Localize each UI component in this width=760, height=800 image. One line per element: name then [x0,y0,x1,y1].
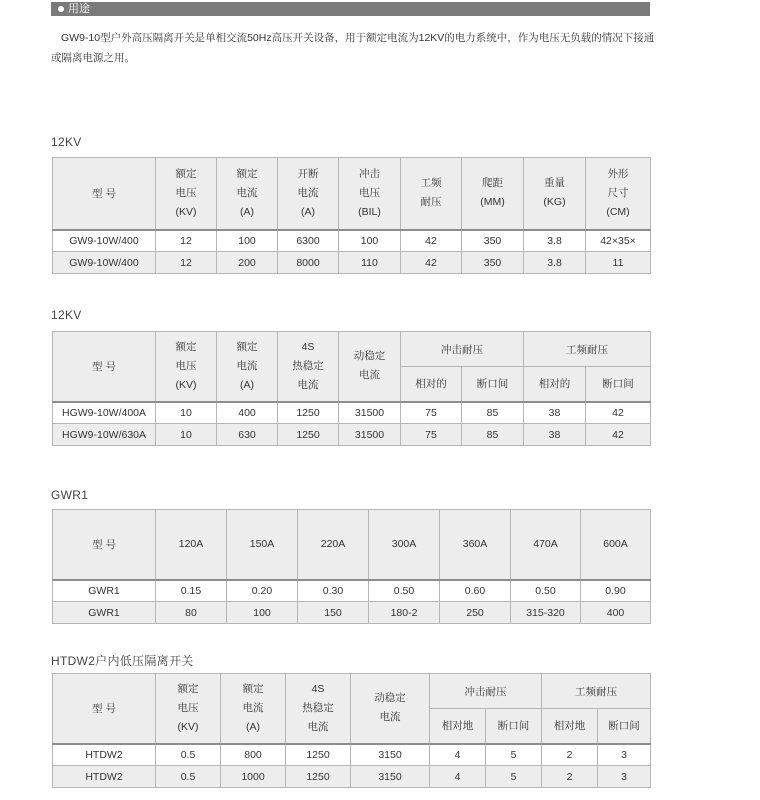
table4-cell: 3150 [351,744,430,766]
table2-subheader: 断口间 [586,367,651,402]
table1-header-voltage: 额定 电压 (KV) [156,158,217,230]
table4-title: HTDW2户内低压隔离开关 [51,654,194,668]
table2-subheader: 相对的 [524,367,586,402]
table1-header-breaking: 开断 电流 (A) [278,158,339,230]
table4-cell: HTDW2 [53,744,156,766]
table3-header: 220A [298,510,369,580]
table1-cell: 110 [339,252,401,274]
table1-cell: 3.8 [524,252,586,274]
table2-cell: 10 [156,402,217,424]
table2-title: 12KV [51,308,82,322]
table-row [53,230,651,252]
table3-cell: 400 [581,602,651,624]
table2-cell: 75 [401,424,462,446]
table2-cell: 630 [217,424,278,446]
table3-header-row [53,510,651,580]
table1-cell: GW9-10W/400 [53,252,156,274]
table3-cell: 180-2 [369,602,440,624]
table4-cell: 4 [430,744,486,766]
table4-cell: 1000 [221,766,286,788]
spec-table-gwr1 [52,509,651,624]
table4-cell: HTDW2 [53,766,156,788]
table3-header: 360A [440,510,511,580]
table1-header-row [53,158,651,230]
table3-header-model: 型 号 [53,510,156,580]
table2-header-power-freq: 工频耐压 [524,332,651,367]
spec-table-gw9 [52,157,651,274]
table1-header-weight: 重量 (KG) [524,158,586,230]
table2-cell: 400 [217,402,278,424]
table1-cell: 100 [339,230,401,252]
table2-cell: 10 [156,424,217,446]
table3-cell: 100 [227,602,298,624]
table4-subheader: 断口间 [598,709,651,744]
table2-cell: 42 [586,402,651,424]
table4-header-current: 额定 电流 (A) [221,674,286,744]
table1-cell: 42×35× [586,230,651,252]
table-row [53,744,651,766]
table4-header-dynamic: 动稳定 电流 [351,674,430,744]
table1-cell: 42 [401,252,462,274]
table4-cell: 0.5 [156,744,221,766]
table4-cell: 5 [486,744,542,766]
table4-cell: 0.5 [156,766,221,788]
table1-cell: 350 [462,230,524,252]
table-row [53,602,651,624]
table3-cell: 0.90 [581,580,651,602]
table1-cell: 6300 [278,230,339,252]
table4-cell: 3 [598,744,651,766]
table-row [53,402,651,424]
table1-cell: 100 [217,230,278,252]
table3-cell: 0.50 [369,580,440,602]
table1-cell: 11 [586,252,651,274]
table3-header: 120A [156,510,227,580]
table4-cell: 3 [598,766,651,788]
table1-header-current: 额定 电流 (A) [217,158,278,230]
table2-header-row [53,332,651,367]
table3-cell: GWR1 [53,580,156,602]
table2-header-thermal: 4S 热稳定 电流 [278,332,339,402]
table3-header: 150A [227,510,298,580]
table-row [53,252,651,274]
table3-header: 600A [581,510,651,580]
table4-header-model: 型 号 [53,674,156,744]
table2-cell: 1250 [278,424,339,446]
table4-header-thermal: 4S 热稳定 电流 [286,674,351,744]
table2-cell: 85 [462,402,524,424]
table1-header-power-freq: 工频 耐压 [401,158,462,230]
table4-header-row [53,674,651,709]
table2-header-model: 型 号 [53,332,156,402]
table3-title: GWR1 [51,488,89,502]
table1-header-creepage: 爬距 (MM) [462,158,524,230]
table1-cell: 3.8 [524,230,586,252]
bullet-dot-icon [58,6,64,12]
table2-cell: HGW9-10W/400A [53,402,156,424]
table4-cell: 5 [486,766,542,788]
table3-header: 470A [511,510,581,580]
table3-cell: 0.60 [440,580,511,602]
table4-cell: 2 [542,744,598,766]
table2-cell: 1250 [278,402,339,424]
table4-subheader: 相对地 [542,709,598,744]
section-title: 用途 [68,3,90,15]
table1-cell: 8000 [278,252,339,274]
table1-cell: 350 [462,252,524,274]
table1-title: 12KV [51,135,82,149]
table4-cell: 800 [221,744,286,766]
table1-header-model: 型 号 [53,158,156,230]
table3-cell: 80 [156,602,227,624]
table4-subheader: 断口间 [486,709,542,744]
table3-cell: 0.15 [156,580,227,602]
table2-cell: HGW9-10W/630A [53,424,156,446]
table2-header-impulse: 冲击耐压 [401,332,524,367]
table3-cell: 315-320 [511,602,581,624]
table2-header-dynamic: 动稳定 电流 [339,332,401,402]
table2-subheader: 断口间 [462,367,524,402]
table4-cell: 4 [430,766,486,788]
table1-header-dimensions: 外形 尺寸 (CM) [586,158,651,230]
table3-cell: GWR1 [53,602,156,624]
table4-header-power-freq: 工频耐压 [542,674,651,709]
table1-cell: 12 [156,252,217,274]
table2-cell: 31500 [339,402,401,424]
table1-cell: GW9-10W/400 [53,230,156,252]
table3-cell: 0.20 [227,580,298,602]
table2-cell: 38 [524,402,586,424]
table4-header-voltage: 额定 电压 (KV) [156,674,221,744]
table2-cell: 38 [524,424,586,446]
table-row [53,766,651,788]
table2-cell: 75 [401,402,462,424]
table1-header-impulse: 冲击 电压 (BIL) [339,158,401,230]
table4-subheader: 相对地 [430,709,486,744]
table-row [53,580,651,602]
table3-cell: 150 [298,602,369,624]
table2-cell: 31500 [339,424,401,446]
section-header-bar [51,2,650,16]
table4-cell: 1250 [286,766,351,788]
table3-cell: 0.50 [511,580,581,602]
table4-cell: 1250 [286,744,351,766]
table2-header-voltage: 额定 电压 (KV) [156,332,217,402]
table1-cell: 200 [217,252,278,274]
table1-cell: 12 [156,230,217,252]
table1-cell: 42 [401,230,462,252]
table2-cell: 85 [462,424,524,446]
table3-header: 300A [369,510,440,580]
intro-paragraph: GW9-10型户外高压隔离开关是单相交流50Hz高压开关设备，用于额定电流为12KV的电力系统中，作为电压无负载的情况下接通或隔离电源之用。 [51,32,655,64]
table4-cell: 3150 [351,766,430,788]
table2-header-current: 额定 电流 (A) [217,332,278,402]
table3-cell: 250 [440,602,511,624]
table4-cell: 2 [542,766,598,788]
table-row [53,424,651,446]
table3-cell: 0.30 [298,580,369,602]
table2-subheader: 相对的 [401,367,462,402]
table2-cell: 42 [586,424,651,446]
table4-header-impulse: 冲击耐压 [430,674,542,709]
spec-table-htdw2 [52,673,651,788]
spec-table-hgw9 [52,331,651,446]
